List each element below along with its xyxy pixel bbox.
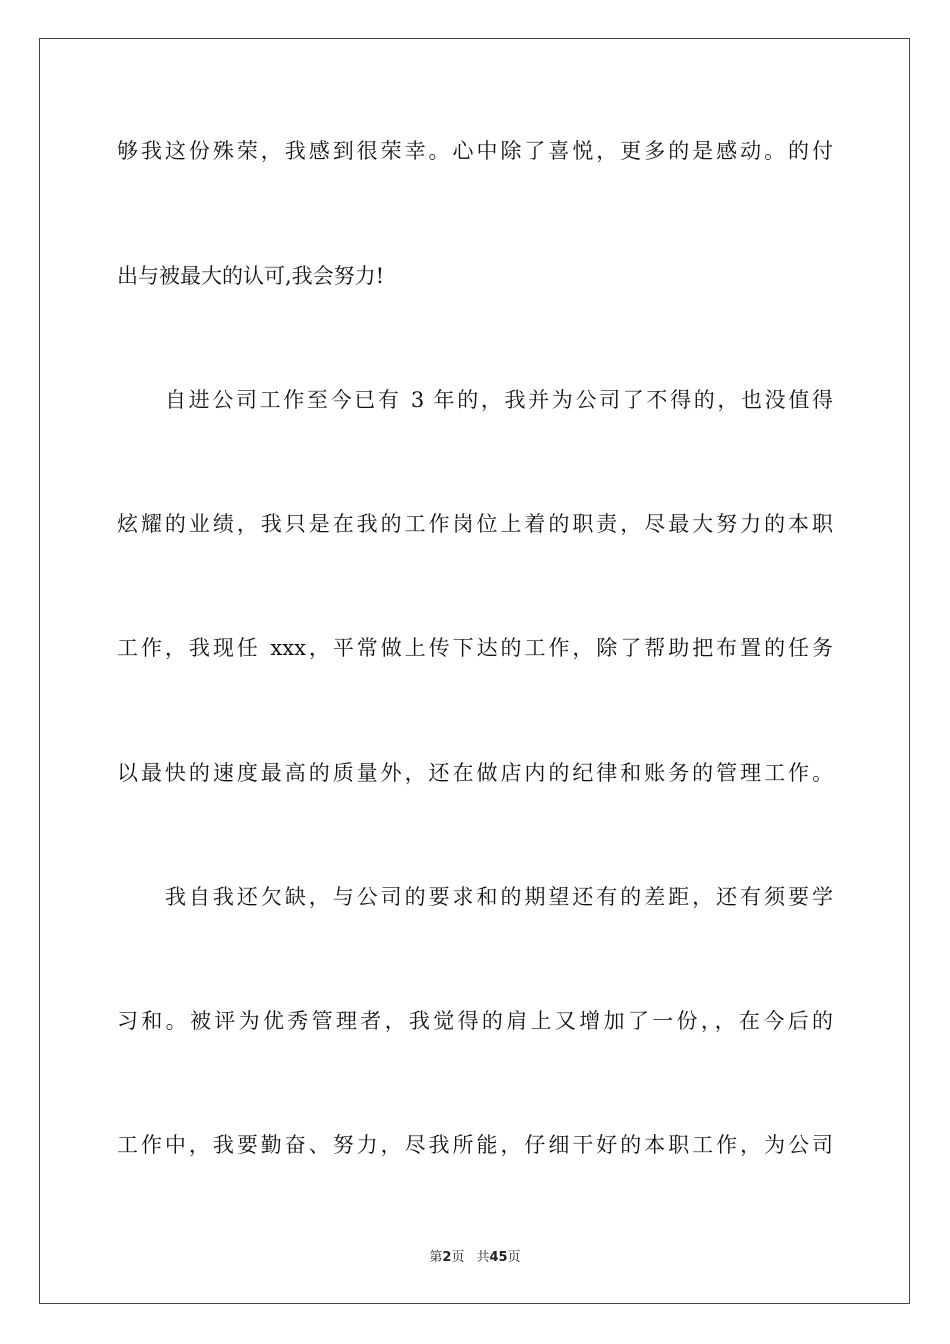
paragraph-line-6: 以最快的速度最高的质量外，还在做店内的纪律和账务的管理工作。 — [117, 761, 833, 785]
page-prefix: 第 — [429, 1250, 443, 1265]
total-prefix: 共 — [476, 1250, 490, 1265]
total-pages: 45 — [489, 1250, 508, 1265]
page-border — [39, 38, 910, 1304]
paragraph-line-7: 我自我还欠缺，与公司的要求和的期望还有的差距，还有须要学 — [165, 885, 833, 909]
total-suffix: 页 — [507, 1250, 521, 1265]
paragraph-line-2: 出与被最大的认可,我会努力! — [117, 264, 385, 288]
paragraph-line-3: 自进公司工作至今已有 3 年的，我并为公司了不得的，也没值得 — [165, 388, 833, 412]
page-suffix: 页 — [451, 1250, 465, 1265]
paragraph-line-5: 工作，我现任 xxx，平常做上传下达的工作，除了帮助把布置的任务 — [117, 636, 833, 660]
paragraph-line-9: 工作中，我要勤奋、努力，尽我所能，仔细干好的本职工作，为公司 — [117, 1133, 833, 1157]
paragraph-line-8: 习和。被评为优秀管理者，我觉得的肩上又增加了一份，，在今后的 — [117, 1009, 833, 1033]
paragraph-line-4: 炫耀的业绩，我只是在我的工作岗位上着的职责，尽最大努力的本职 — [117, 512, 833, 536]
page-number: 2 — [442, 1250, 452, 1265]
page-footer — [0, 1246, 950, 1265]
paragraph-line-1: 够我这份殊荣，我感到很荣幸。心中除了喜悦，更多的是感动。的付 — [117, 139, 833, 163]
